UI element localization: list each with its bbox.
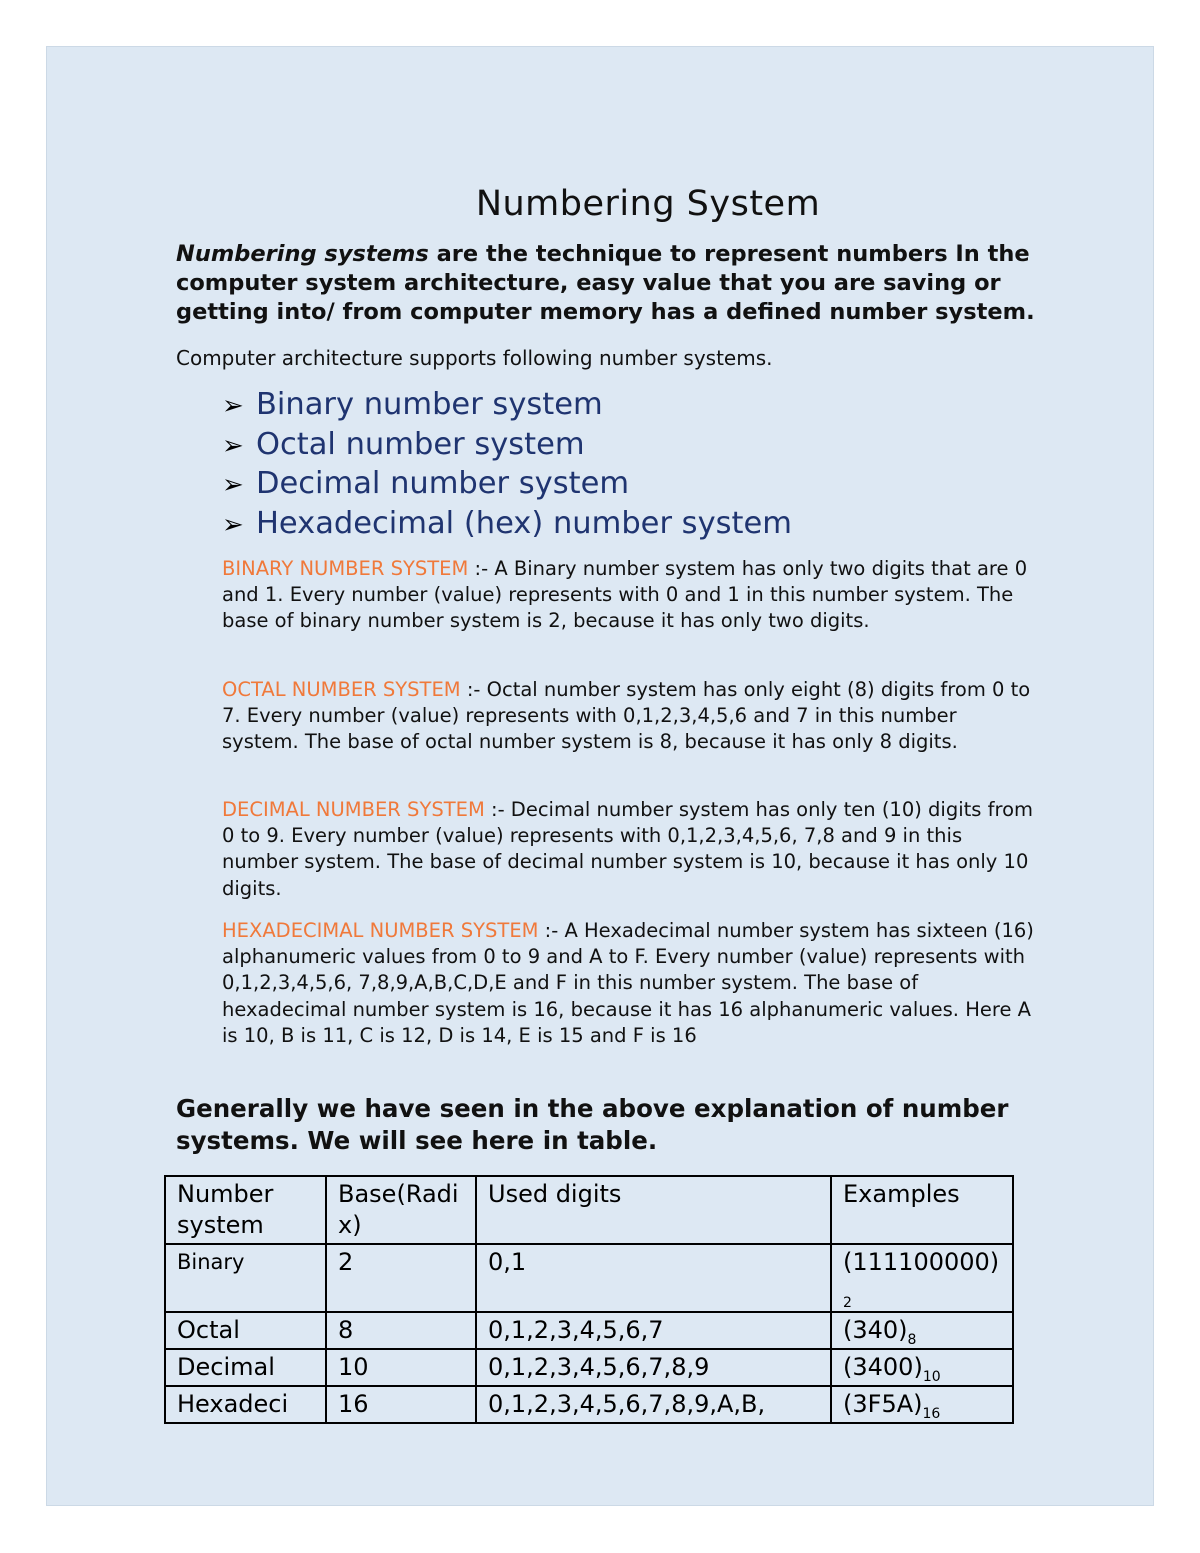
intro-paragraph (176, 240, 1036, 327)
example-base: 2 (843, 1294, 852, 1311)
header-cell: Number system (165, 1176, 326, 1244)
table-row (165, 1312, 1013, 1349)
table-cell: 2 (326, 1244, 476, 1312)
summary-paragraph: Generally we have seen in the above explanation of number systems. We will see here in table. (176, 1094, 1009, 1155)
section-text: :- A Binary number system has only two digits that are 0 and 1. Every number (value) represents with 0 and 1 in this number system. The base of binary number system is 2, because it has only two digits. (222, 557, 1028, 633)
section-text: :- Decimal number system has only ten (10) digits from 0 to 9. Every number (value) represents with 0,1,2,3,4,5,6, 7,8 and 9 in this number system. The base of decimal number system is 10, because it has only 10 digits. (222, 798, 1034, 900)
table-row (165, 1349, 1013, 1386)
table-cell: 0,1,2,3,4,5,6,7,8,9 (476, 1349, 831, 1386)
example-value: (111100000) (843, 1248, 1000, 1276)
section-heading: BINARY NUMBER SYSTEM (222, 557, 469, 580)
header-cell: Used digits (476, 1176, 831, 1244)
table-cell: 0,1 (476, 1244, 831, 1312)
table-cell: Binary (165, 1244, 326, 1312)
list-item: ➢ Decimal number system (222, 465, 792, 505)
arrow-bullet-icon: ➢ (222, 509, 244, 540)
header-cell: Examples (831, 1176, 1013, 1244)
section-heading: OCTAL NUMBER SYSTEM (222, 678, 461, 701)
hexadecimal-section (222, 918, 1034, 1049)
systems-list (222, 386, 792, 544)
example-value: (340) (843, 1316, 908, 1344)
table-cell (831, 1312, 1013, 1349)
binary-section (222, 556, 1034, 635)
example-base: 16 (922, 1405, 941, 1422)
table-cell (831, 1244, 1013, 1312)
table-cell: 16 (326, 1386, 476, 1423)
table-header-row (165, 1176, 1013, 1244)
header-cell: Base(Radix) (326, 1176, 476, 1244)
arrow-bullet-icon: ➢ (222, 470, 244, 500)
section-text: :- A Hexadecimal number system has sixteen (16) alphanumeric values from 0 to 9 and A to F. Every number (value) represents with 0,1,2,3,4,5,6, 7,8,9,A,B,C,D,E and F in this number system. The base of hexadecimal number system is 16, because it has 16 alphanumeric values. Here A is 10, B is 11, C is 12, D is 14, E is 15 and F is 16 (222, 919, 1034, 1047)
table-cell: Hexadeci (165, 1386, 326, 1423)
octal-section (222, 677, 1034, 756)
arrow-bullet-icon: ➢ (222, 391, 244, 421)
decimal-section (222, 797, 1034, 902)
intro-lead: Numbering systems (176, 241, 429, 267)
table-cell: Decimal (165, 1349, 326, 1386)
table-cell (831, 1386, 1013, 1423)
table-row (165, 1386, 1013, 1423)
table-cell: 0,1,2,3,4,5,6,7 (476, 1312, 831, 1349)
section-text: :- Octal number system has only eight (8) digits from 0 to 7. Every number (value) represents with 0,1,2,3,4,5,6 and 7 in this number system. The base of octal number system is 8, because it has only 8 digits. (222, 678, 1031, 754)
table-cell: 0,1,2,3,4,5,6,7,8,9,A,B, (476, 1386, 831, 1423)
supports-line: Computer architecture supports following number systems. (176, 346, 773, 370)
table-cell: 8 (326, 1312, 476, 1349)
example-value: (3400) (843, 1353, 923, 1381)
example-value: (3F5A) (843, 1390, 923, 1418)
arrow-bullet-icon: ➢ (222, 430, 244, 461)
table-cell: 10 (326, 1349, 476, 1386)
list-item: ➢ Octal number system (222, 426, 792, 466)
table-cell: Octal (165, 1312, 326, 1349)
example-base: 10 (922, 1368, 941, 1385)
list-item: ➢ Hexadecimal (hex) number system (222, 505, 792, 545)
section-heading: HEXADECIMAL NUMBER SYSTEM (222, 919, 539, 942)
number-systems-table (164, 1175, 1014, 1424)
section-heading: DECIMAL NUMBER SYSTEM (222, 798, 485, 821)
intro-text: are the technique to represent numbers In the computer system architecture, easy value that you are saving or getting into/ from computer memory has a defined number system. (176, 241, 1035, 325)
page-title: Numbering System (475, 184, 821, 224)
list-item: ➢ Binary number system (222, 386, 792, 426)
table-cell (831, 1349, 1013, 1386)
example-base: 8 (907, 1331, 917, 1348)
table-row (165, 1244, 1013, 1312)
